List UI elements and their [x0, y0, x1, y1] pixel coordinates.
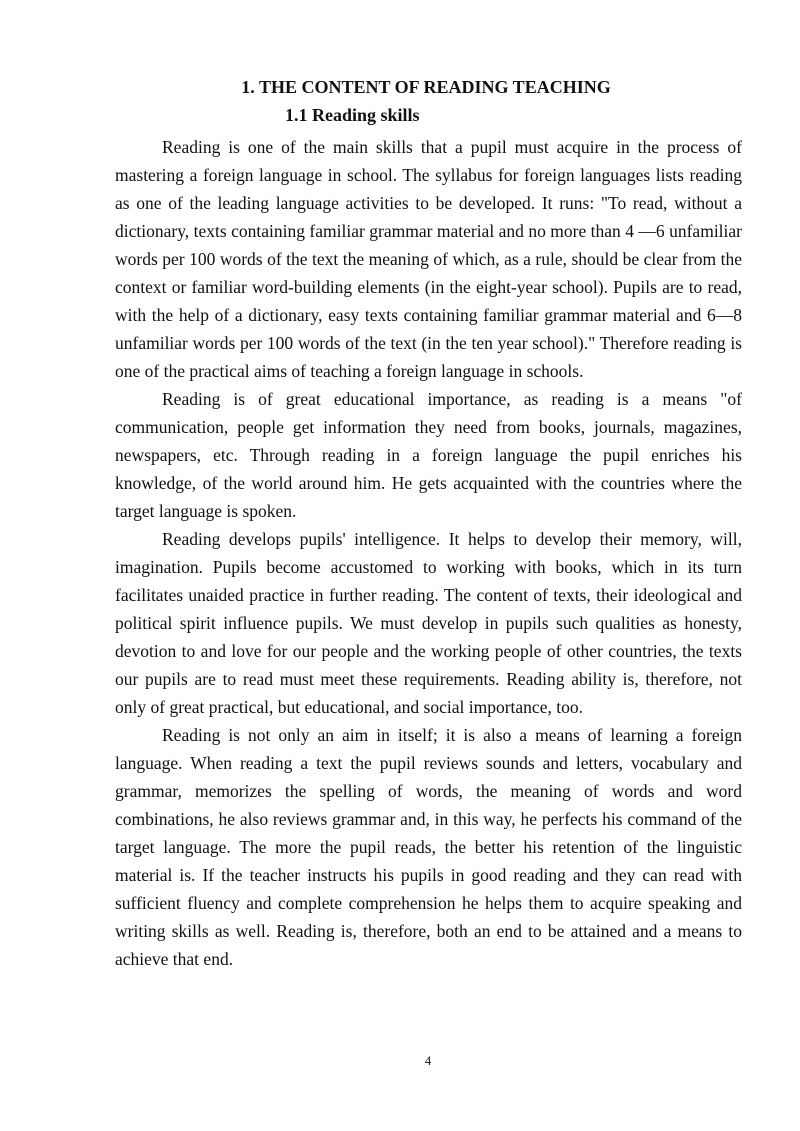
paragraph-4: Reading is not only an aim in itself; it is also a means of learning a foreign language. When reading a text the pupil reviews sounds and letters, vocabulary and grammar, memorizes the spelling of words, the meaning of words and word combinations, he also reviews grammar and, in this way, he perfects his command of the target language. The more the pupil reads, the better his retention of the linguistic material is. If the teacher instructs his pupils in good reading and they can read with sufficient fluency and complete comprehension he helps them to acquire speaking and writing skills as well. Reading is, therefore, both an end to be attained and a means to achieve that end. — [115, 725, 742, 969]
chapter-heading: 1. THE CONTENT OF READING TEACHING — [241, 77, 611, 97]
paragraph-2: Reading is of great educational importance, as reading is a means "of communication, people get information they need from books, journals, magazines, newspapers, etc. Through reading in a foreign language the pupil enriches his knowledge, of the world around him. He gets acquainted with the countries where the target language is spoken. — [115, 389, 742, 521]
body-text — [115, 133, 742, 973]
section-heading: 1.1 Reading skills — [285, 105, 420, 125]
paragraph-3: Reading develops pupils' intelligence. It helps to develop their memory, will, imagination. Pupils become accustomed to working with books, which in its turn facilitates unaided practice in further reading. The content of texts, their ideological and political spirit influence pupils. We must develop in pupils such qualities as honesty, devotion to and love for our people and the working people of other countries, the texts our pupils are to read must meet these requirements. Reading ability is, therefore, not only of great practical, but educational, and social importance, too. — [115, 529, 742, 717]
paragraph-1: Reading is one of the main skills that a pupil must acquire in the process of mastering a foreign language in school. The syllabus for foreign languages lists reading as one of the leading language activities to be developed. It runs: "To read, without a dictionary, texts containing familiar grammar material and no more than 4 —6 unfamiliar words per 100 words of the text the meaning of which, as a rule, should be clear from the context or familiar word-building elements (in the eight-year school). Pupils are to read, with the help of a dictionary, easy texts containing familiar grammar material and 6—8 unfamiliar words per 100 words of the text (in the ten year school)." Therefore reading is one of the practical aims of teaching a foreign language in schools. — [115, 137, 742, 381]
page-number: 4 — [424, 1053, 432, 1068]
